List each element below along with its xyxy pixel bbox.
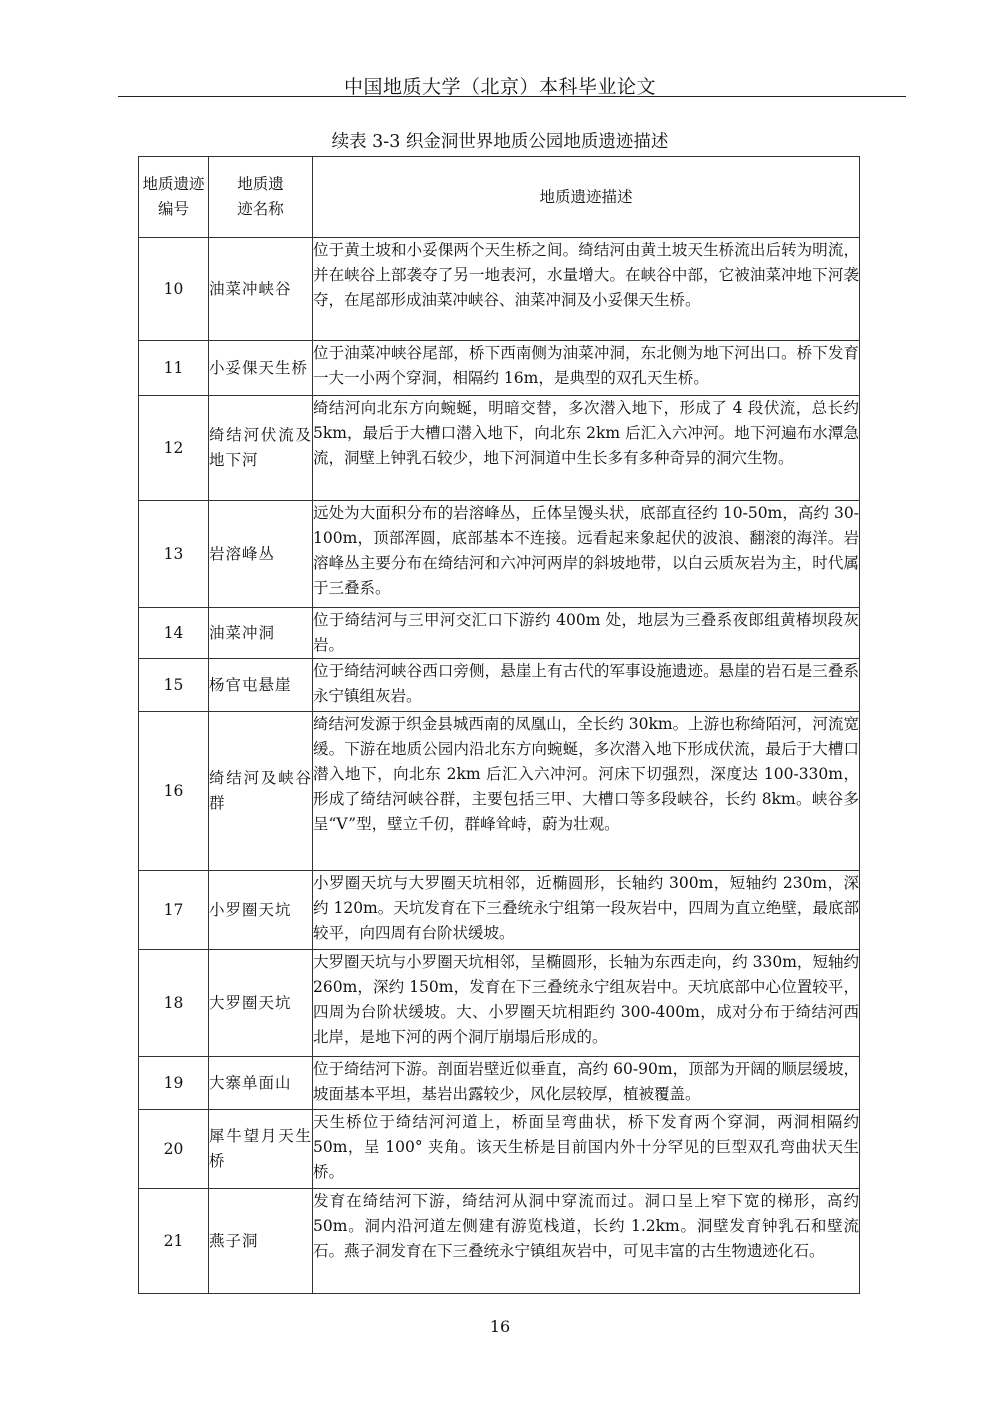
row-description: 小罗圈天坑与大罗圈天坑相邻，近椭圆形，长轴约 300m，短轴约 230m，深约 120m。天坑发育在下三叠统永宁组第一段灰岩中，四周为直立绝壁，最底部较平，向四周有台阶状缓坡。 [313, 871, 860, 950]
row-description: 远处为大面积分布的岩溶峰丛，丘体呈馒头状，底部直径约 10-50m，高约 30-100m，顶部浑圆，底部基本不连接。远看起来象起伏的波浪、翻滚的海洋。岩溶峰丛主要分布在绮结河和六冲河两岸的斜坡地带，以白云质灰岩为主，时代属于三叠系。 [313, 501, 860, 608]
row-description: 位于绮结河下游。剖面岩壁近似垂直，高约 60-90m，顶部为开阔的顺层缓坡，坡面基本平坦，基岩出露较少，风化层较厚，植被覆盖。 [313, 1057, 860, 1110]
row-description: 发育在绮结河下游，绮结河从洞中穿流而过。洞口呈上窄下宽的梯形，高约 50m。洞内沿河道左侧建有游览栈道，长约 1.2km。洞壁发育钟乳石和壁流石。燕子洞发育在下三叠统永宁镇组灰岩中，可见丰富的古生物遗迹化石。 [313, 1189, 860, 1294]
row-id: 14 [139, 608, 209, 659]
row-name: 油菜冲洞 [209, 608, 313, 659]
row-description: 大罗圈天坑与小罗圈天坑相邻，呈椭圆形，长轴为东西走向，约 330m，短轴约 260m，深约 150m，发育在下三叠统永宁组灰岩中。天坑底部中心位置较平，四周为台阶状缓坡。大、小罗圈天坑相距约 300-400m，成对分布于绮结河西北岸，是地下河的两个洞厅崩塌后形成的。 [313, 950, 860, 1057]
row-name: 小妥倮天生桥 [209, 341, 313, 396]
table-row [139, 950, 860, 1057]
table-row [139, 871, 860, 950]
row-name: 油菜冲峡谷 [209, 238, 313, 341]
row-id: 17 [139, 871, 209, 950]
page-number: 16 [489, 1317, 511, 1336]
column-header-description: 地质遗迹描述 [313, 157, 860, 238]
geosite-table [138, 156, 860, 1294]
row-id: 10 [139, 238, 209, 341]
row-description: 位于油菜冲峡谷尾部，桥下西南侧为油菜冲洞，东北侧为地下河出口。桥下发育一大一小两个穿洞，相隔约 16m，是典型的双孔天生桥。 [313, 341, 860, 396]
table-row [139, 396, 860, 501]
row-name: 燕子洞 [209, 1189, 313, 1294]
row-id: 20 [139, 1110, 209, 1189]
row-id: 15 [139, 659, 209, 712]
row-name: 绮结河及峡谷群 [209, 712, 313, 871]
row-name: 小罗圈天坑 [209, 871, 313, 950]
table-row [139, 1057, 860, 1110]
row-name: 大寨单面山 [209, 1057, 313, 1110]
row-description: 绮结河向北东方向蜿蜒，明暗交替，多次潜入地下，形成了 4 段伏流，总长约 5km，最后于大槽口潜入地下，向北东 2km 后汇入六冲河。地下河遍布水潭急流，洞壁上钟乳石较少，地下河洞道中生长多有多种奇异的洞穴生物。 [313, 396, 860, 501]
header-rule [118, 96, 906, 97]
row-name: 犀牛望月天生桥 [209, 1110, 313, 1189]
row-description: 位于绮结河峡谷西口旁侧，悬崖上有古代的军事设施遗迹。悬崖的岩石是三叠系永宁镇组灰岩。 [313, 659, 860, 712]
row-description: 位于黄土坡和小妥倮两个天生桥之间。绮结河由黄土坡天生桥流出后转为明流，并在峡谷上部袭夺了另一地表河，水量增大。在峡谷中部，它被油菜冲地下河袭夺，在尾部形成油菜冲峡谷、油菜冲洞及小妥倮天生桥。 [313, 238, 860, 341]
row-name: 岩溶峰丛 [209, 501, 313, 608]
row-description: 天生桥位于绮结河河道上，桥面呈弯曲状，桥下发育两个穿洞，两洞相隔约 50m，呈 100° 夹角。该天生桥是目前国内外十分罕见的巨型双孔弯曲状天生桥。 [313, 1110, 860, 1189]
table-row [139, 501, 860, 608]
column-header-id: 地质遗迹编号 [139, 157, 209, 238]
row-name: 绮结河伏流及地下河 [209, 396, 313, 501]
row-description: 绮结河发源于织金县城西南的凤凰山，全长约 30km。上游也称绮陌河，河流宽缓。下游在地质公园内沿北东方向蜿蜒，多次潜入地下形成伏流，最后于大槽口潜入地下，向北东 2km 后汇入六冲河。河床下切强烈，深度达 100-330m，形成了绮结河峡谷群，主要包括三甲、大槽口等多段峡谷，长约 8km。峡谷多呈“V”型，壁立千仞，群峰耸峙，蔚为壮观。 [313, 712, 860, 871]
row-id: 11 [139, 341, 209, 396]
table-row [139, 238, 860, 341]
row-id: 21 [139, 1189, 209, 1294]
row-name: 杨官屯悬崖 [209, 659, 313, 712]
row-id: 12 [139, 396, 209, 501]
table-row [139, 608, 860, 659]
table-header-row [139, 157, 860, 238]
table-caption: 续表 3-3 织金洞世界地质公园地质遗迹描述 [331, 132, 669, 152]
column-header-name: 地质遗迹名称 [209, 157, 313, 238]
row-id: 16 [139, 712, 209, 871]
running-header: 中国地质大学（北京）本科毕业论文 [343, 76, 656, 98]
table-row [139, 1110, 860, 1189]
table-row [139, 659, 860, 712]
row-id: 18 [139, 950, 209, 1057]
row-id: 13 [139, 501, 209, 608]
row-id: 19 [139, 1057, 209, 1110]
table-row [139, 1189, 860, 1294]
table-row [139, 341, 860, 396]
table-row [139, 712, 860, 871]
row-name: 大罗圈天坑 [209, 950, 313, 1057]
row-description: 位于绮结河与三甲河交汇口下游约 400m 处，地层为三叠系夜郎组黄椿坝段灰岩。 [313, 608, 860, 659]
